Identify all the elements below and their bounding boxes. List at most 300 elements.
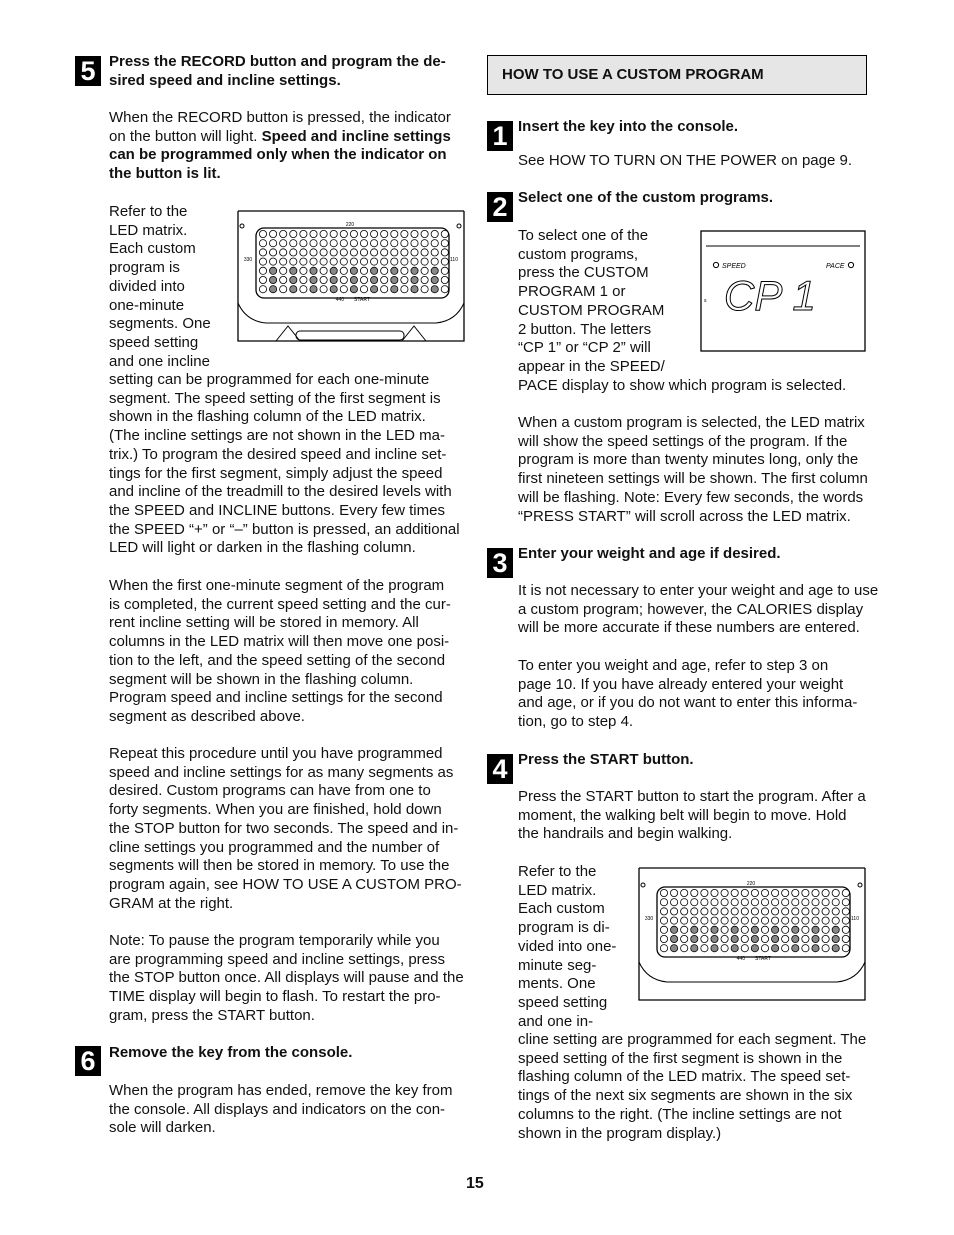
led-dot — [822, 917, 829, 924]
led-dot — [761, 889, 768, 896]
led-dot — [330, 286, 337, 293]
led-dot — [350, 240, 357, 247]
led-dot — [772, 926, 779, 933]
led-dot — [431, 249, 438, 256]
pace-indicator-icon — [848, 262, 853, 267]
led-dot — [731, 917, 738, 924]
step-number-1: 1 — [487, 121, 513, 151]
text-line: cline setting are programmed for each segment. The — [518, 1031, 867, 1048]
led-dot — [290, 249, 297, 256]
led-scale-label: 220 — [345, 222, 355, 228]
text-line: the button is lit. — [109, 165, 221, 183]
text-line: gram, press the START button. — [109, 1006, 315, 1024]
led-dot — [822, 935, 829, 942]
led-dot — [671, 917, 678, 924]
led-dot — [681, 889, 688, 896]
led-dot — [751, 935, 758, 942]
led-dot — [310, 258, 317, 265]
led-dot — [411, 276, 418, 283]
led-dot — [300, 240, 307, 247]
led-dot — [350, 249, 357, 256]
step-number-2: 2 — [487, 192, 513, 222]
led-dot — [320, 276, 327, 283]
led-dot — [381, 230, 388, 237]
led-dot — [812, 945, 819, 952]
led-dot — [822, 945, 829, 952]
led-dot — [731, 935, 738, 942]
led-dot — [421, 267, 428, 274]
led-dot — [391, 249, 398, 256]
led-dot — [340, 230, 347, 237]
text-line: press the CUSTOM — [518, 264, 649, 282]
step-5-paragraph-4 — [109, 745, 462, 913]
led-dot — [782, 935, 789, 942]
text-line: Press the START button to start the program. After a — [518, 788, 866, 805]
led-dot — [741, 917, 748, 924]
led-scale-label: 110 — [450, 257, 458, 263]
led-dot — [259, 249, 266, 256]
led-dot — [280, 276, 287, 283]
led-dot — [741, 899, 748, 906]
led-matrix-figure — [637, 866, 867, 1002]
led-scale-label: START — [755, 956, 771, 962]
led-dot — [842, 889, 849, 896]
led-dot — [761, 917, 768, 924]
led-dot — [360, 276, 367, 283]
led-dot — [340, 249, 347, 256]
led-dot — [441, 286, 448, 293]
step-number-6: 6 — [75, 1046, 101, 1076]
led-dot — [812, 899, 819, 906]
step-3-paragraph-1 — [518, 582, 878, 638]
led-dot — [401, 276, 408, 283]
step-2-paragraph-2 — [518, 414, 868, 526]
led-scale-label: 440 — [736, 956, 745, 962]
text-line: program is more than twenty minutes long, only the — [518, 451, 859, 469]
led-dot — [751, 899, 758, 906]
led-dot — [812, 908, 819, 915]
led-dot — [441, 249, 448, 256]
led-dot — [340, 240, 347, 247]
led-dot — [320, 286, 327, 293]
led-dot — [731, 889, 738, 896]
led-dot — [330, 230, 337, 237]
led-dot — [772, 917, 779, 924]
led-dot — [431, 230, 438, 237]
text-line: columns in the LED matrix will then move one posi- — [109, 633, 450, 651]
led-dot — [701, 908, 708, 915]
led-dot — [782, 926, 789, 933]
led-dot — [761, 899, 768, 906]
text-line: Program speed and incline settings for the second — [109, 689, 443, 707]
led-dot — [832, 935, 839, 942]
led-dot — [270, 258, 277, 265]
text-line: speed setting — [109, 333, 199, 351]
led-dot — [310, 230, 317, 237]
led-dot — [401, 240, 408, 247]
led-dot — [751, 917, 758, 924]
led-dot — [721, 908, 728, 915]
text-line: speed and incline settings for as many segments as — [109, 763, 454, 781]
led-dot — [280, 267, 287, 274]
led-dot — [391, 258, 398, 265]
led-dot — [792, 926, 799, 933]
led-dot — [802, 908, 809, 915]
led-dot — [381, 240, 388, 247]
led-dot — [751, 908, 758, 915]
text-line: “PRESS START” will scroll across the LED matrix. — [518, 507, 851, 525]
led-dot — [761, 908, 768, 915]
led-dot — [300, 258, 307, 265]
led-dot — [270, 249, 277, 256]
led-dot — [290, 230, 297, 237]
led-dot — [360, 230, 367, 237]
led-dot — [421, 249, 428, 256]
step-5-paragraph-3 — [109, 577, 451, 727]
led-dot — [731, 926, 738, 933]
led-dot — [822, 926, 829, 933]
led-dot — [671, 945, 678, 952]
led-dot — [660, 899, 667, 906]
led-dot — [751, 889, 758, 896]
text-line: shown in the flashing column of the LED matrix. — [109, 408, 426, 426]
led-dot — [772, 908, 779, 915]
led-dot — [350, 276, 357, 283]
led-dot — [381, 267, 388, 274]
led-dot — [300, 286, 307, 293]
led-dot — [711, 945, 718, 952]
led-dot — [381, 286, 388, 293]
led-dot — [691, 926, 698, 933]
led-dot — [671, 935, 678, 942]
led-dot — [280, 249, 287, 256]
section-title-box — [487, 55, 867, 95]
led-dot — [259, 267, 266, 274]
led-dot — [701, 945, 708, 952]
led-dot — [421, 240, 428, 247]
led-dot — [290, 267, 297, 274]
led-dot — [270, 276, 277, 283]
text-line: When a custom program is selected, the LED matrix — [518, 414, 865, 431]
led-dot — [681, 899, 688, 906]
led-dot — [842, 917, 849, 924]
led-dot — [360, 286, 367, 293]
text-line: will be flashing. Note: Every few seconds, the words — [518, 488, 864, 506]
led-dot — [832, 945, 839, 952]
led-dot — [350, 267, 357, 274]
led-dot — [711, 926, 718, 933]
led-dot — [802, 926, 809, 933]
led-dot — [371, 258, 378, 265]
text-line: flashing column of the LED matrix. The speed set- — [518, 1068, 851, 1086]
text-line: the SPEED and INCLINE buttons. Every few times — [109, 501, 445, 519]
led-dot — [431, 267, 438, 274]
led-dot — [280, 240, 287, 247]
led-dot — [259, 230, 266, 237]
led-dot — [711, 908, 718, 915]
led-dot — [330, 276, 337, 283]
text-line: To select one of the — [518, 227, 649, 244]
led-dot — [741, 908, 748, 915]
led-dot — [290, 276, 297, 283]
led-dot — [259, 240, 266, 247]
step-number-4: 4 — [487, 754, 513, 784]
led-dot — [371, 267, 378, 274]
led-dot — [310, 286, 317, 293]
led-dot — [320, 267, 327, 274]
led-dot — [681, 945, 688, 952]
text-line: When the program has ended, remove the key from — [109, 1082, 453, 1099]
text-line: are programming speed and incline settings, press — [109, 950, 446, 968]
text-line: will be more accurate if these numbers are entered. — [518, 619, 860, 637]
led-dot — [381, 249, 388, 256]
text-line: rent incline setting will be stored in memory. All — [109, 614, 419, 632]
led-dot — [741, 935, 748, 942]
led-dot — [681, 908, 688, 915]
led-dot — [711, 935, 718, 942]
led-dot — [842, 926, 849, 933]
led-dot — [411, 240, 418, 247]
led-dot — [411, 230, 418, 237]
led-dot — [401, 258, 408, 265]
text-line — [109, 128, 451, 147]
led-dot — [411, 258, 418, 265]
led-dot — [371, 276, 378, 283]
text-line: tion, go to step 4. — [518, 713, 634, 731]
led-dot — [701, 926, 708, 933]
led-dot — [330, 240, 337, 247]
step-4-paragraph-2 — [518, 1031, 866, 1143]
led-dot — [411, 286, 418, 293]
led-dot — [330, 267, 337, 274]
led-dot — [270, 267, 277, 274]
cp-readout: CP 1 — [724, 272, 816, 319]
text-line: segment as described above. — [109, 707, 305, 725]
led-dot — [310, 276, 317, 283]
led-dot — [782, 899, 789, 906]
text-line: ments. One — [518, 975, 596, 993]
text-line: appear in the SPEED/ — [518, 357, 665, 375]
text-line: tings of the next six segments are shown in the six — [518, 1087, 853, 1105]
led-dot — [360, 267, 367, 274]
text-line: page 10. If you have already entered your weight — [518, 675, 844, 693]
text-line: segment. The speed setting of the first segment is — [109, 389, 441, 407]
text-line: desired. Custom programs can have from one to — [109, 782, 431, 800]
step-1-heading: Insert the key into the console. — [518, 118, 739, 135]
led-dot — [360, 240, 367, 247]
led-dot — [391, 230, 398, 237]
led-dot — [822, 899, 829, 906]
led-dot — [721, 935, 728, 942]
step-5-heading-line: Press the RECORD button and program the de- — [109, 53, 446, 70]
text-line: program again, see HOW TO USE A CUSTOM PRO- — [109, 875, 462, 893]
text-line: segment will be shown in the flashing column. — [109, 670, 414, 688]
led-dot — [350, 286, 357, 293]
led-dot — [792, 945, 799, 952]
led-dot — [441, 240, 448, 247]
led-dot — [792, 889, 799, 896]
led-dot — [371, 249, 378, 256]
step-5-paragraph-1 — [109, 109, 451, 184]
led-dot — [782, 889, 789, 896]
led-dot — [691, 917, 698, 924]
text-line: trix.) To program the desired speed and incline set- — [109, 445, 447, 463]
led-dot — [431, 240, 438, 247]
text-line: 2 button. The letters — [518, 320, 652, 338]
text-line: segments. One — [109, 315, 211, 333]
led-dot — [812, 926, 819, 933]
led-dot — [741, 945, 748, 952]
led-dot — [340, 276, 347, 283]
led-dot — [381, 258, 388, 265]
led-dot — [802, 889, 809, 896]
led-dot — [441, 258, 448, 265]
step-4-heading: Press the START button. — [518, 751, 694, 768]
led-dot — [792, 935, 799, 942]
text-line: one-minute — [109, 296, 185, 314]
led-dot — [421, 276, 428, 283]
led-dot — [782, 945, 789, 952]
led-scale-label: 330 — [243, 257, 253, 263]
led-scale-label: 440 — [335, 297, 344, 303]
text-line: will show the speed settings of the program. If the — [518, 432, 848, 450]
text-line: CUSTOM PROGRAM — [518, 301, 665, 319]
speed-indicator-icon — [713, 262, 718, 267]
led-dot — [691, 945, 698, 952]
speed-pace-display-figure — [700, 230, 866, 352]
text-line: TIME display will begin to flash. To restart the pro- — [109, 988, 441, 1006]
step-number-3: 3 — [487, 548, 513, 578]
step-2-heading: Select one of the custom programs. — [518, 189, 774, 206]
led-dot — [761, 945, 768, 952]
led-dot — [761, 926, 768, 933]
text-line: the STOP button once. All displays will pause and the — [109, 969, 464, 987]
led-dot — [812, 935, 819, 942]
led-dot — [822, 908, 829, 915]
text-line: columns to the right. (The incline settings are not — [518, 1105, 842, 1123]
step-6-heading: Remove the key from the console. — [109, 1044, 353, 1061]
led-dot — [391, 240, 398, 247]
text-line: speed setting — [518, 993, 608, 1011]
led-dot — [259, 258, 266, 265]
led-scale-label: 220 — [746, 881, 756, 887]
led-dot — [660, 917, 667, 924]
led-dot — [340, 258, 347, 265]
led-dot — [310, 267, 317, 274]
led-dot — [751, 926, 758, 933]
led-dot — [300, 276, 307, 283]
led-dot — [681, 935, 688, 942]
led-scale-label: START — [354, 297, 370, 303]
text-line: the handrails and begin walking. — [518, 825, 733, 843]
text-line: vided into one- — [518, 937, 617, 955]
led-dot — [401, 267, 408, 274]
led-dot — [782, 908, 789, 915]
led-dot — [802, 945, 809, 952]
led-dot — [701, 889, 708, 896]
text-line: program is di- — [518, 919, 610, 937]
text-line: cline settings you programmed and the number of — [109, 838, 440, 856]
led-dot — [701, 899, 708, 906]
led-dot — [741, 926, 748, 933]
text-line: is completed, the current speed setting and the cur- — [109, 595, 451, 613]
step-4-paragraph-1 — [518, 788, 866, 844]
led-dot — [310, 249, 317, 256]
led-dot — [772, 935, 779, 942]
led-dot — [340, 267, 347, 274]
led-dot — [360, 258, 367, 265]
led-dot — [371, 240, 378, 247]
text-line: Refer to the — [109, 203, 188, 220]
led-dot — [691, 899, 698, 906]
text-line: To enter you weight and age, refer to step 3 on — [518, 657, 829, 674]
section-title: HOW TO USE A CUSTOM PROGRAM — [502, 66, 764, 83]
led-dot — [421, 286, 428, 293]
text-line: tings for the first segment, simply adjust the speed — [109, 464, 443, 482]
led-dot — [741, 889, 748, 896]
step-6-paragraph — [109, 1082, 453, 1138]
led-dot — [721, 889, 728, 896]
led-dot — [681, 926, 688, 933]
text-line: GRAM at the right. — [109, 894, 234, 912]
led-dot — [731, 945, 738, 952]
led-dot — [842, 908, 849, 915]
led-dot — [660, 926, 667, 933]
led-dot — [310, 240, 317, 247]
led-dot — [782, 917, 789, 924]
led-dot — [832, 917, 839, 924]
led-dot — [832, 889, 839, 896]
led-dot — [721, 899, 728, 906]
led-dot — [721, 945, 728, 952]
led-dot — [731, 908, 738, 915]
led-dot — [300, 230, 307, 237]
led-dot — [711, 899, 718, 906]
led-dot — [280, 286, 287, 293]
text-line: When the first one-minute segment of the program — [109, 577, 445, 594]
pace-label: PACE — [826, 263, 845, 270]
led-dot — [691, 908, 698, 915]
led-dot — [280, 230, 287, 237]
led-dot — [441, 230, 448, 237]
bold-text-span: Speed and incline settings — [261, 127, 451, 145]
step-5-paragraph-2 — [109, 371, 460, 558]
led-dot — [802, 935, 809, 942]
led-dot — [691, 935, 698, 942]
led-dot — [772, 889, 779, 896]
text-line: Each custom — [109, 240, 196, 258]
led-dot — [371, 286, 378, 293]
text-line: moment, the walking belt will begin to move. Hold — [518, 806, 847, 824]
led-dot — [259, 286, 266, 293]
led-dot — [671, 926, 678, 933]
led-dot — [792, 917, 799, 924]
led-dot — [832, 926, 839, 933]
led-dot — [290, 240, 297, 247]
step-number-5: 5 — [75, 56, 101, 86]
led-dot — [391, 276, 398, 283]
text-line: custom programs, — [518, 245, 639, 263]
text-line: the console. All displays and indicators on the con- — [109, 1100, 446, 1118]
led-dot — [411, 267, 418, 274]
led-dot — [401, 230, 408, 237]
led-dot — [371, 230, 378, 237]
led-dot — [671, 899, 678, 906]
text-line: When the RECORD button is pressed, the indicator — [109, 109, 451, 126]
page-number: 15 — [466, 1175, 484, 1192]
led-dot — [320, 230, 327, 237]
led-dot — [381, 276, 388, 283]
